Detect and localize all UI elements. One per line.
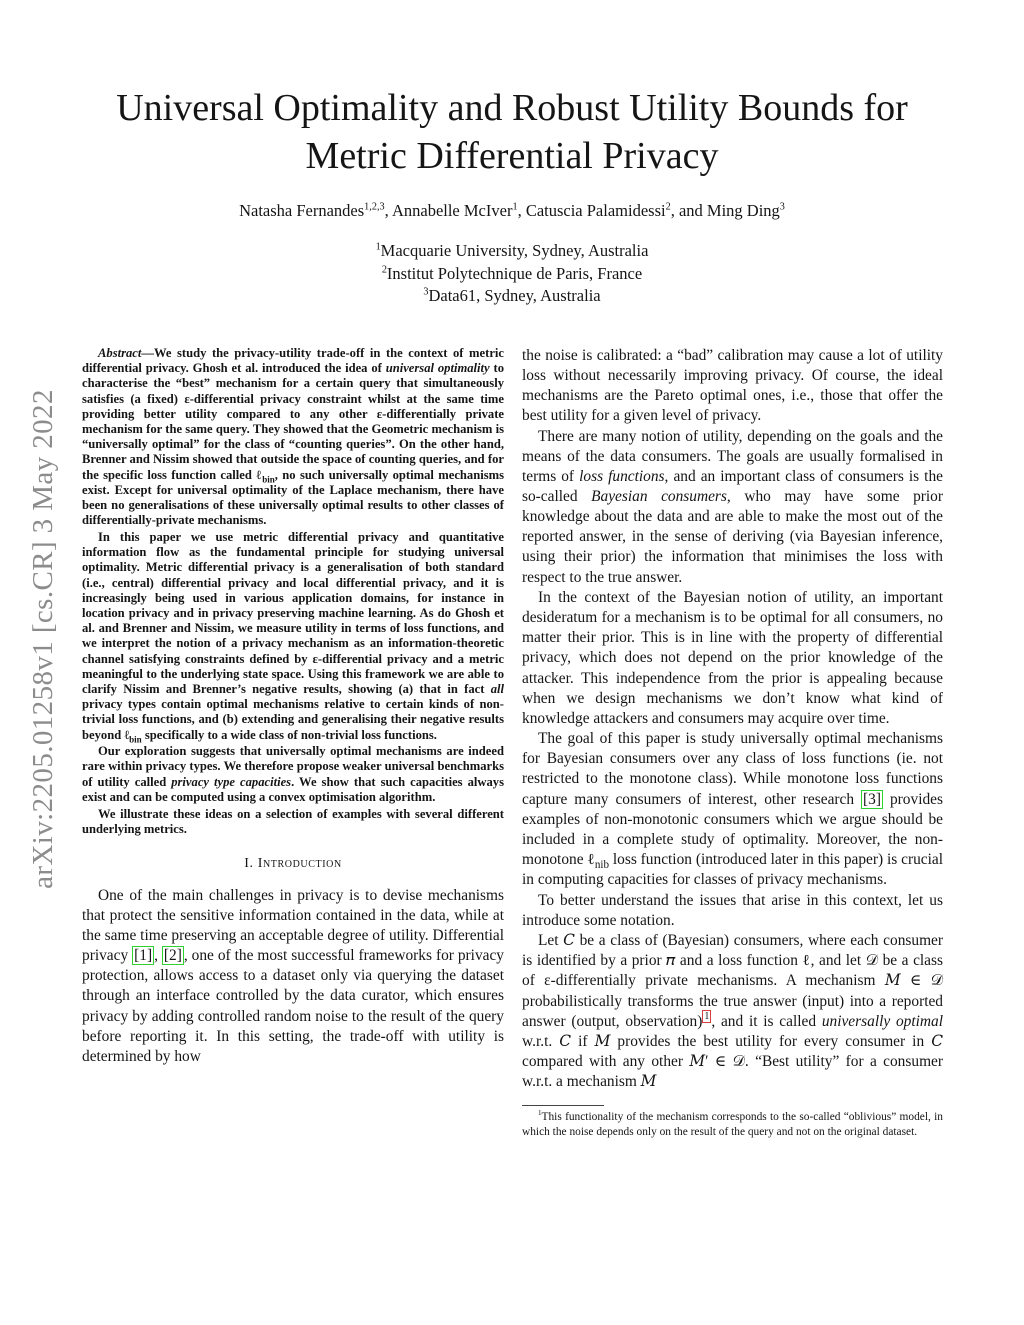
body-text: loss function (introduced later in this paper) is crucial in computing capacities for classes of privacy mechanisms.	[522, 850, 943, 888]
author-list	[80, 201, 944, 221]
abstract-paragraph: We illustrate these ideas on a selection of examples with several different underlying metrics.	[82, 806, 504, 836]
intro-body-left	[82, 886, 504, 1067]
abstract-paragraph	[82, 346, 504, 528]
author-name: Catuscia Palamidessi	[525, 201, 666, 220]
citation-link[interactable]: [1]	[134, 947, 153, 965]
body-paragraph: In the context of the Bayesian notion of utility, an important desideratum for a mechanism is to be optimal for all consumers, no matter their prior. This is in line with the property of differential privacy, which does not depend on the prior knowledge of the attacker. This independence from the prior is appealing because when we design mechanisms we don’t know what kind of knowledge attackers and consumers may acquire over time.	[522, 589, 943, 727]
citation-link[interactable]: [3]	[863, 790, 881, 808]
author-affil-sup: 1,2,3	[364, 201, 385, 213]
subscript: bin	[262, 474, 275, 485]
abstract-paragraph	[82, 744, 504, 805]
body-text: There are many notion of utility, depending on the goals and the means of the data consumers. The goals are usually formalised in terms of	[522, 427, 943, 486]
body-text: , and it is called	[711, 1012, 822, 1030]
body-paragraph: the noise is calibrated: a “bad” calibration may cause a lot of utility loss without necessarily improving privacy. Of course, the ideal mechanisms are the Pareto optimal ones, i.e., those that offer the best utility for a given level of privacy.	[522, 347, 943, 425]
body-paragraph	[522, 931, 943, 1092]
affiliation-list	[200, 240, 824, 308]
section-heading	[82, 856, 504, 872]
body-text: provides examples of non-monotonic consumers which we argue should be included in a complete study of optimality. Moreover, the non-monotone ℓ	[522, 790, 943, 868]
affiliation	[200, 240, 824, 263]
affiliation-text: Institut Polytechnique de Paris, France	[386, 263, 643, 283]
subscript: nib	[594, 858, 609, 871]
abstract-text: privacy types contain optimal mechanisms relative to certain kinds of non-trivial loss functions, and (b) extending and generalising their negative results beyond ℓ	[82, 697, 504, 742]
footnote-number: 1	[538, 1109, 542, 1118]
affiliation-sup: 2	[381, 264, 387, 275]
abstract-text: specifically to a wide class of non-trivial loss functions.	[141, 727, 437, 742]
body-text: Let 𝐶 be a class of (Bayesian) consumers, where each consumer is identified by a prior 𝜋 and a loss function ℓ, and let 𝒟 be a class of ε-differentially private mechanisms. A mechanism 𝑀 ∈ 𝒟 probabilistically transforms the true answer (input) into a reported answer (output, observation)	[522, 932, 943, 1030]
affiliation-sup: 1	[375, 241, 381, 253]
arxiv-stamp: arXiv:2205.01258v1 [cs.CR] 3 May 2022	[27, 389, 59, 889]
footnote	[522, 1110, 943, 1139]
abstract-text: , no such universally optimal mechanisms exist. Except for universal optimality of the Laplace mechanism, there have been no generalisations of these universally optimal results to other classes of differentially-private mechanisms.	[82, 467, 505, 528]
footnote-divider	[522, 1105, 604, 1106]
left-column	[82, 346, 504, 1067]
body-paragraph	[522, 729, 943, 890]
body-text: ,	[154, 947, 162, 965]
author-separator: ,	[517, 201, 526, 220]
author-separator: , and	[670, 201, 707, 220]
body-paragraph	[82, 886, 504, 1067]
affiliation-sup: 3	[423, 286, 429, 298]
author-name: Natasha Fernandes	[239, 201, 365, 220]
section-number: I.	[244, 856, 254, 871]
author-name: Ming Ding	[706, 201, 780, 220]
affiliation	[200, 263, 824, 286]
body-text: , and an important class of consumers is the so-called	[522, 468, 943, 506]
affiliation	[200, 285, 824, 308]
paper-title	[60, 84, 964, 180]
right-column	[522, 346, 943, 1139]
author-affil-sup: 1	[512, 201, 518, 213]
subscript: bin	[129, 734, 142, 745]
footnote-text: This functionality of the mechanism corresponds to the so-called “oblivious” model, in which the noise depends only on the result of the query and not on the original dataset.	[522, 1110, 943, 1138]
body-emphasis: Bayesian consumers	[591, 488, 727, 506]
abstract-emphasis: universal optimality	[385, 361, 490, 376]
intro-body-right	[522, 346, 943, 1092]
footnote-link[interactable]: 1	[704, 1011, 710, 1023]
abstract-text: to characterise the “best” mechanism for a certain query that simultaneously satisfies (a fixed) ε-differential privacy constraint whilst at the same time providing better utility compared to any other ε-differentially private mechanism for the same query. They showed that the Geometric mechanism is “universally optimal” for the class of “counting queries”. On the other hand, Brenner and Nissim showed that outside the space of counting queries, and for the specific loss function called ℓ	[82, 361, 504, 482]
title-line-2: Metric Differential Privacy	[305, 135, 719, 177]
body-paragraph	[522, 427, 943, 588]
abstract-emphasis: all	[490, 681, 504, 696]
abstract-text: —We study the privacy-utility trade-off in the context of metric differential privacy. Ghosh et al. introduced the idea of	[82, 346, 504, 376]
author-separator: ,	[384, 201, 392, 220]
abstract-emphasis: privacy type capacities	[171, 774, 292, 789]
author-affil-sup: 2	[665, 201, 671, 213]
abstract-paragraph	[82, 530, 504, 743]
body-paragraph: To better understand the issues that arise in this context, let us introduce some notation.	[522, 891, 943, 929]
abstract	[82, 346, 504, 837]
citation-link[interactable]: [2]	[163, 947, 182, 965]
body-emphasis: universally optimal	[821, 1012, 943, 1030]
body-text: w.r.t. 𝐶 if 𝑀 provides the best utility for every consumer in 𝐶 compared with any other 𝑀′ ∈ 𝒟. “Best utility” for a consumer w.r.t. a mechanism 𝑀	[522, 1032, 943, 1090]
author-affil-sup: 3	[779, 201, 785, 213]
affiliation-text: Data61, Sydney, Australia	[428, 286, 601, 305]
body-emphasis: loss functions	[579, 468, 665, 486]
body-text: One of the main challenges in privacy is to devise mechanisms that protect the sensitive information contained in the data, while at the same time preserving an acceptable degree of utility. Differential privacy	[82, 887, 504, 965]
footnote-paragraph	[522, 1110, 943, 1139]
section-title: Introduction	[257, 856, 342, 871]
body-text: The goal of this paper is study universally optimal mechanisms for Bayesian consumers over any class of loss functions (ie. not restricted to the monotone class). While monotone loss functions capture many consumers of interest, other research	[522, 730, 943, 808]
body-text: , one of the most successful frameworks for privacy protection, allows access to a dataset only via querying the dataset through an interface controlled by the data curator, which ensures privacy by adding controlled random noise to the result of the query before reporting it. In this setting, the trade-off with utility is determined by how	[82, 947, 505, 1065]
body-text: , who may have some prior knowledge about the data and are able to make the most out of the reported answer, in the sense of deriving (via Bayesian inference, using their prior) the information that minimises the loss with respect to the true answer.	[522, 488, 944, 586]
abstract-text: Our exploration suggests that universally optimal mechanisms are indeed rare within privacy types. We therefore propose weaker universal benchmarks of utility called	[82, 744, 504, 789]
affiliation-text: Macquarie University, Sydney, Australia	[380, 241, 649, 260]
abstract-text: . We show that such capacities always exist and can be computed using a convex optimisation algorithm.	[82, 774, 504, 804]
title-line-1: Universal Optimality and Robust Utility Bounds for	[116, 87, 908, 129]
abstract-label: Abstract	[98, 346, 142, 360]
abstract-text: In this paper we use metric differential privacy and quantitative information flow as the fundamental principle for studying universal optimality. Metric differential privacy is a generalisation of both standard (i.e., central) differential privacy and local differential privacy, and it is increasingly being used in various application domains, for instance in location privacy and in privacy preserving machine learning. As do Ghosh et al. and Brenner and Nissim, we measure utility in terms of loss functions, and we interpret the notion of a privacy mechanism as an information-theoretic channel satisfying constraints defined by ε-differential privacy and a metric meaningful to the underlying state space. Using this framework we are able to clarify Nissim and Brenner’s negative results, showing (a) that in fact	[82, 529, 504, 696]
author-name: Annabelle McIver	[391, 201, 513, 220]
